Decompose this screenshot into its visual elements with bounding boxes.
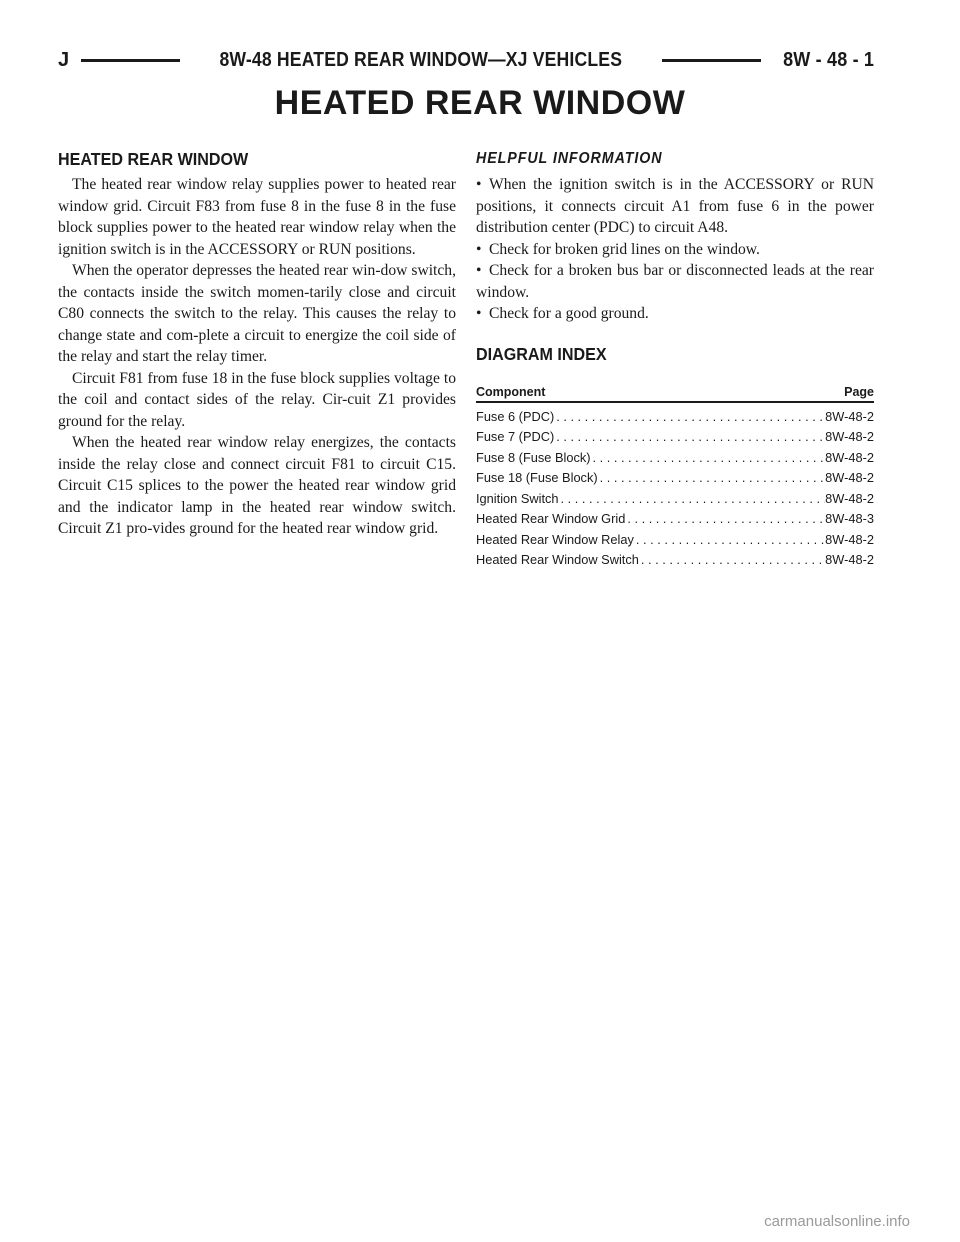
index-page: 8W-48-2: [825, 531, 874, 547]
bullet-item: [476, 239, 874, 261]
index-component: Fuse 6 (PDC): [476, 408, 555, 424]
index-page: 8W-48-2: [825, 490, 874, 506]
index-component: Fuse 7 (PDC): [476, 429, 555, 444]
index-page: 8W-48-2: [825, 552, 874, 567]
bullet-item: [476, 174, 874, 239]
index-component: Heated Rear Window Relay: [476, 531, 634, 547]
dot-leader: [554, 407, 825, 428]
paragraph: When the heated rear window relay energizes, the contacts inside the relay close and connect circuit F81 to circuit C15. Circuit C15 splices to the power the heated rear window grid and the indicator lamp in the heated rear window switch. Circuit Z1 pro-vides ground for the heated rear window grid.: [58, 434, 456, 537]
index-row: [476, 550, 874, 571]
index-component: Fuse 8 (Fuse Block): [476, 449, 591, 465]
bullet-icon: •: [476, 176, 482, 193]
index-row: [476, 448, 874, 469]
section-heading-heated-rear-window: HEATED REAR WINDOW: [58, 149, 249, 169]
index-component: Fuse 18 (Fuse Block): [476, 470, 598, 485]
right-column: [476, 148, 874, 571]
bullet-item: [476, 260, 874, 303]
index-row: [476, 427, 874, 448]
index-component: Heated Rear Window Grid: [476, 511, 626, 526]
bullet-icon: •: [476, 240, 482, 258]
page-title: HEATED REAR WINDOW: [274, 84, 686, 122]
dot-leader: [591, 448, 826, 469]
header-rule-right: [662, 59, 761, 62]
index-row: [476, 468, 874, 489]
index-page: 8W-48-2: [825, 449, 874, 465]
section-heading-helpful-information: HELPFUL INFORMATION: [476, 150, 663, 167]
index-list: [476, 407, 874, 571]
bullet-text: When the ignition switch is in the ACCESSORY or RUN positions, it connects circuit A1 from fuse 6 in the power distribution center (PDC) to circuit A48.: [476, 176, 874, 236]
index-row: [476, 509, 874, 530]
left-column: [58, 148, 456, 540]
bullet-text: Check for a good ground.: [489, 305, 649, 322]
header-left-letter: J: [58, 48, 70, 71]
index-col-component: Component: [476, 384, 546, 399]
index-page: 8W-48-2: [825, 429, 874, 444]
index-component: Ignition Switch: [476, 490, 559, 506]
index-col-page: Page: [844, 384, 874, 399]
bullet-icon: •: [476, 262, 482, 279]
dot-leader: [559, 489, 826, 510]
index-column-headers: [476, 385, 874, 403]
dot-leader: [554, 427, 825, 448]
paragraph: When the operator depresses the heated rear win-dow switch, the contacts inside the switch momen-tarily close and circuit C80 connects the switch to the relay. This causes the relay to change state and com-plete a circuit to energize the coil side of the relay and start the relay timer.: [58, 262, 456, 365]
bullet-icon: •: [476, 305, 482, 322]
index-row: [476, 530, 874, 551]
index-page: 8W-48-3: [825, 511, 874, 526]
bullet-item: [476, 303, 874, 325]
index-component: Heated Rear Window Switch: [476, 552, 639, 567]
header-page-number: 8W - 48 - 1: [783, 48, 875, 71]
running-header: [58, 46, 874, 74]
index-row: [476, 407, 874, 428]
bullet-text: Check for a broken bus bar or disconnected leads at the rear window.: [476, 262, 874, 301]
section-heading-diagram-index: DIAGRAM INDEX: [476, 343, 607, 364]
index-page: 8W-48-2: [825, 408, 874, 424]
header-section-title: 8W-48 HEATED REAR WINDOW—XJ VEHICLES: [219, 48, 623, 71]
index-row: [476, 489, 874, 510]
header-rule-left: [81, 59, 180, 62]
dot-leader: [639, 550, 825, 571]
watermark-link[interactable]: carmanualsonline.info: [764, 1213, 910, 1230]
bullet-text: Check for broken grid lines on the window.: [489, 240, 760, 258]
paragraph: Circuit F81 from fuse 18 in the fuse block supplies voltage to the coil and contact sides of the relay. Cir-cuit Z1 provides ground for the relay.: [58, 369, 456, 430]
dot-leader: [634, 530, 825, 551]
index-page: 8W-48-2: [825, 470, 874, 485]
dot-leader: [598, 468, 826, 489]
dot-leader: [625, 509, 825, 530]
paragraph: The heated rear window relay supplies power to heated rear window grid. Circuit F83 from fuse 8 in the fuse 8 in the fuse block supplies power to the heated rear window relay when the ignition switch is in the ACCESSORY or RUN positions.: [58, 176, 456, 258]
